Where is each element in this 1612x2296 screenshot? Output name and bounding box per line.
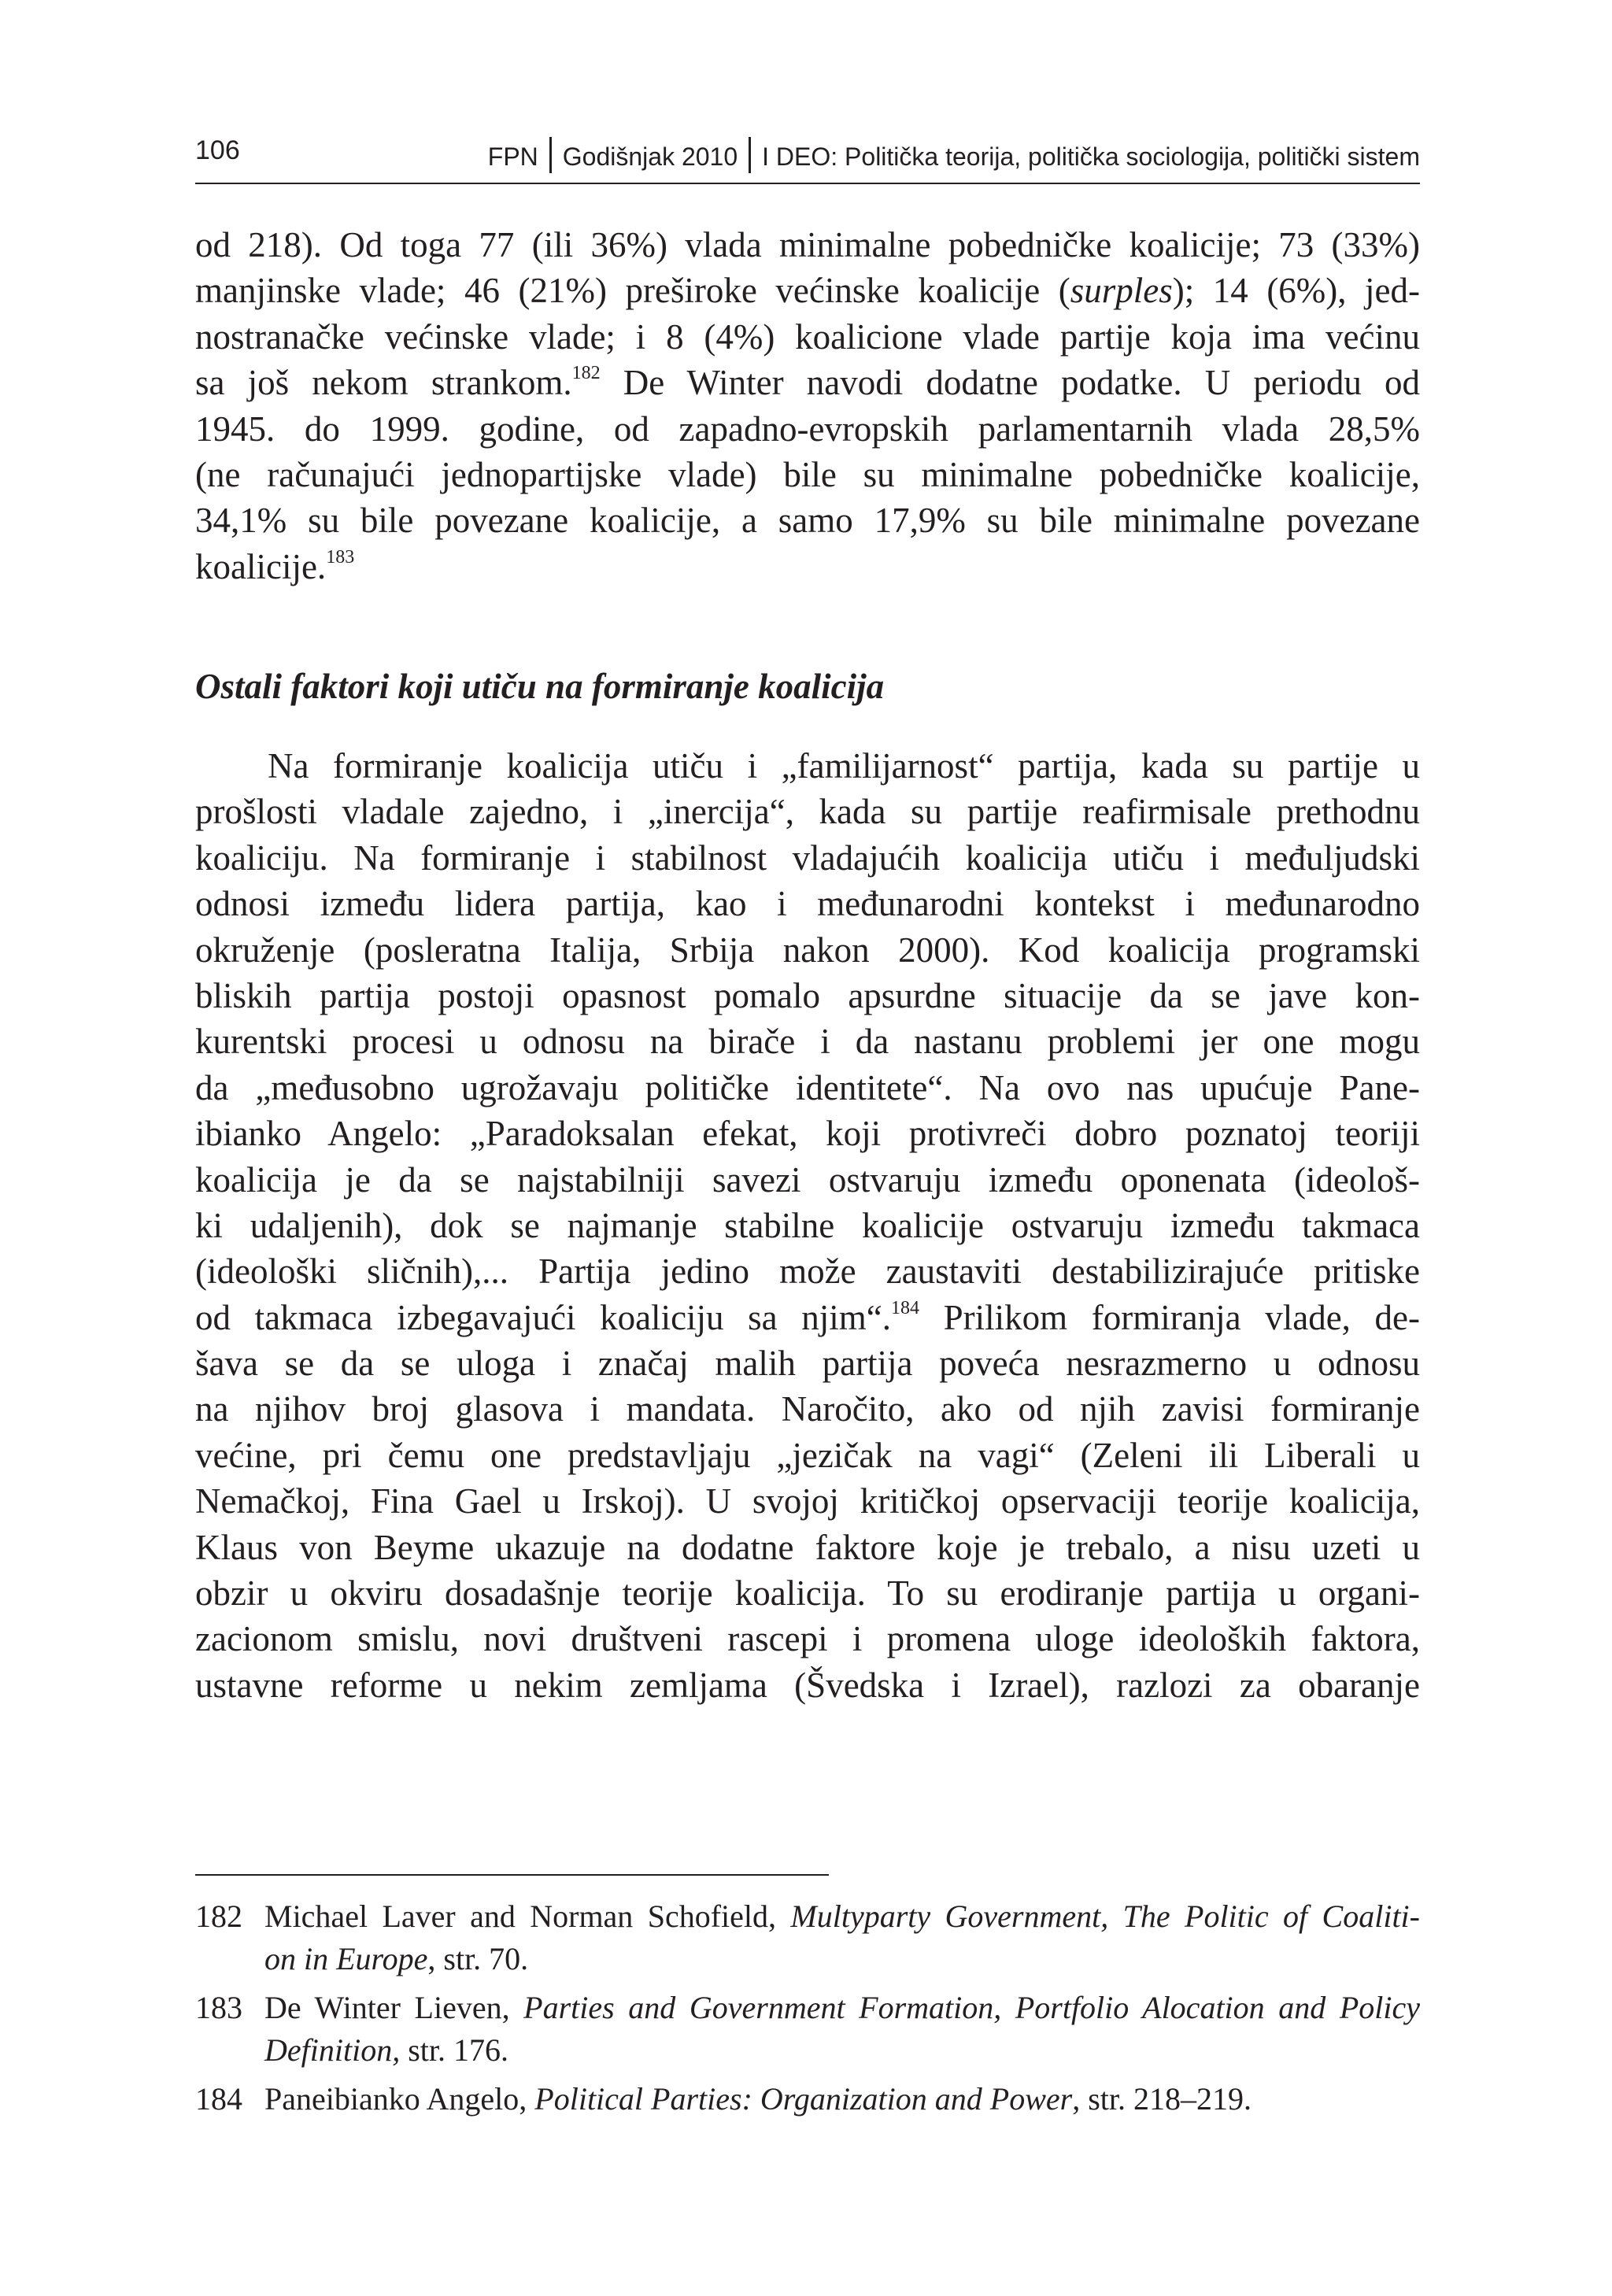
text-span: sa još nekom strankom.	[195, 363, 572, 403]
footnote-title: Parties and Government Formation, Portfolio Alocation and Policy	[523, 1990, 1420, 2025]
text-line	[195, 268, 1420, 313]
text-line: bliskih partija postoji opasnost pomalo apsurdne situacije da se jave kon-	[195, 975, 1420, 1015]
footnote-rest: , str. 70.	[427, 1941, 529, 1976]
text-line: okruženje (posleratna Italija, Srbija nakon 2000). Kod koalicija programski	[195, 930, 1420, 970]
text-line	[195, 360, 1420, 405]
text-line: od 218). Od toga 77 (ili 36%) vlada minimalne pobedničke koalicije; 73 (33%)	[195, 225, 1420, 264]
text-span: manjinske vlade; 46 (21%) preširoke većinske koalicije (	[195, 271, 1070, 311]
text-line: da „međusobno ugrožavaju političke identitete“. Na ovo nas upućuje Pane-	[195, 1067, 1420, 1107]
text-line: 34,1% su bile povezane koalicije, a samo 17,9% su bile minimalne povezane	[195, 501, 1420, 541]
page-number: 106	[195, 135, 240, 165]
footnote-line	[264, 1938, 1420, 1980]
footnote-rest: , str. 218–219.	[1072, 2081, 1252, 2117]
footnote-line	[264, 1895, 1420, 1938]
text-span: ); 14 (6%), jed-	[1172, 271, 1421, 311]
text-line: nostranačke većinske vlade; i 8 (4%) koalicione vlade partije koja ima većinu	[195, 316, 1420, 357]
text-line: većine, pri čemu one predstavljaju „jezičak na vagi“ (Zeleni ili Liberali u	[195, 1435, 1420, 1475]
text-line: prošlosti vladale zajedno, i „inercija“, kada su partije reafirmisale prethodnu	[195, 792, 1420, 832]
footnote-title: Political Parties: Organization and Power	[534, 2081, 1073, 2117]
footnote-ref: 184	[890, 1297, 919, 1318]
journal-volume: Godišnjak 2010	[562, 142, 738, 171]
section-title: I DEO: Politička teorija, politička sociologija, politički sistem	[762, 142, 1420, 171]
footnote-ref: 182	[571, 363, 601, 384]
text-line: ustavne reforme u nekim zemljama (Švedska i Izrael), razlozi za obaranje	[195, 1665, 1420, 1705]
footnote-divider	[195, 1874, 829, 1876]
text-line: Na formiranje koalicija utiču i „familijarnost“ partija, kada su partije u	[268, 746, 1420, 786]
text-span: Prilikom formiranja vlade, de-	[919, 1297, 1420, 1337]
text-line: (ne računajući jednopartijske vlade) bile su minimalne pobedničke koalicije,	[195, 454, 1420, 494]
header-separator	[549, 137, 552, 173]
text-line: Nemačkoj, Fina Gael u Irskoj). U svojoj kritičkoj opservaciji teorije koalicija,	[195, 1481, 1420, 1521]
footnote-author: De Winter Lieven,	[264, 1990, 524, 2025]
footnotes	[195, 1895, 1420, 2127]
text-line: Klaus von Beyme ukazuje na dodatne faktore koje je trebalo, a nisu uzeti u	[195, 1527, 1420, 1567]
text-line: 1945. do 1999. godine, od zapadno-evropskih parlamentarnih vlada 28,5%	[195, 409, 1420, 449]
text-span: koalicije.	[195, 546, 327, 586]
section-heading: Ostali faktori koji utiču na formiranje koalicija	[195, 667, 885, 706]
text-line	[195, 1295, 1420, 1340]
paragraph-2	[195, 743, 1420, 1708]
footnote-author: Paneibianko Angelo,	[264, 2081, 535, 2117]
text-line: ibianko Angelo: „Paradoksalan efekat, koji protivreči dobro poznatoj teoriji	[195, 1114, 1420, 1154]
text-line: odnosi između lidera partija, kao i međunarodni kontekst i međunarodno	[195, 884, 1420, 924]
footnote-184	[195, 2078, 1420, 2120]
footnote-body	[264, 2078, 1420, 2120]
text-span: De Winter navodi dodatne podatke. U periodu od	[600, 363, 1421, 403]
footnote-body	[264, 1895, 1420, 1980]
footnote-ref: 183	[326, 546, 355, 568]
text-line: kurentski procesi u odnosu na birače i da nastanu problemi jer one mogu	[195, 1022, 1420, 1062]
footnote-author: Michael Laver and Norman Schofield,	[264, 1899, 791, 1934]
footnote-number: 183	[195, 1990, 242, 2025]
footnote-number: 184	[195, 2081, 242, 2117]
text-line: koalicija je da se najstabilniji savezi ostvaruju između oponenata (ideološ-	[195, 1159, 1420, 1200]
footnote-line	[264, 2029, 1420, 2072]
text-line: šava se da se uloga i značaj malih partija poveća nesrazmerno u odnosu	[195, 1344, 1420, 1384]
footnote-rest: str. 176.	[400, 2032, 509, 2068]
footnote-182	[195, 1895, 1420, 1980]
running-title	[488, 137, 1420, 173]
footnote-number: 182	[195, 1899, 242, 1934]
footnote-body	[264, 1987, 1420, 2072]
footnote-line	[264, 2078, 1420, 2120]
running-header	[195, 132, 1420, 184]
journal-name: FPN	[487, 142, 538, 171]
footnote-title: Definition,	[264, 2032, 401, 2068]
text-line	[195, 544, 1420, 590]
footnote-title: on in Europe	[264, 1941, 428, 1976]
text-line: koaliciju. Na formiranje i stabilnost vladajućih koalicija utiču i međuljudski	[195, 837, 1420, 878]
footnote-183	[195, 1987, 1420, 2072]
footnote-title: Multyparty Government, The Politic of Coaliti-	[790, 1899, 1420, 1934]
paragraph-1	[195, 222, 1420, 590]
header-separator	[749, 137, 751, 173]
text-line: zacionom smislu, novi društveni rascepi i promena uloge ideoloških faktora,	[195, 1619, 1420, 1659]
footnote-line	[264, 1987, 1420, 2029]
text-line: obzir u okviru dosadašnje teorije koalicija. To su erodiranje partija u organi-	[195, 1573, 1420, 1614]
text-span: od takmaca izbegavajući koaliciju sa njim“.	[195, 1297, 891, 1337]
text-line: na njihov broj glasova i mandata. Naročito, ako od njih zavisi formiranje	[195, 1389, 1420, 1429]
text-line: ki udaljenih), dok se najmanje stabilne koalicije ostvaruju između takmaca	[195, 1205, 1420, 1245]
italic-term: surples	[1070, 271, 1173, 311]
text-line: (ideološki sličnih),... Partija jedino može zaustaviti destabilizirajuće pritiske	[195, 1252, 1420, 1292]
